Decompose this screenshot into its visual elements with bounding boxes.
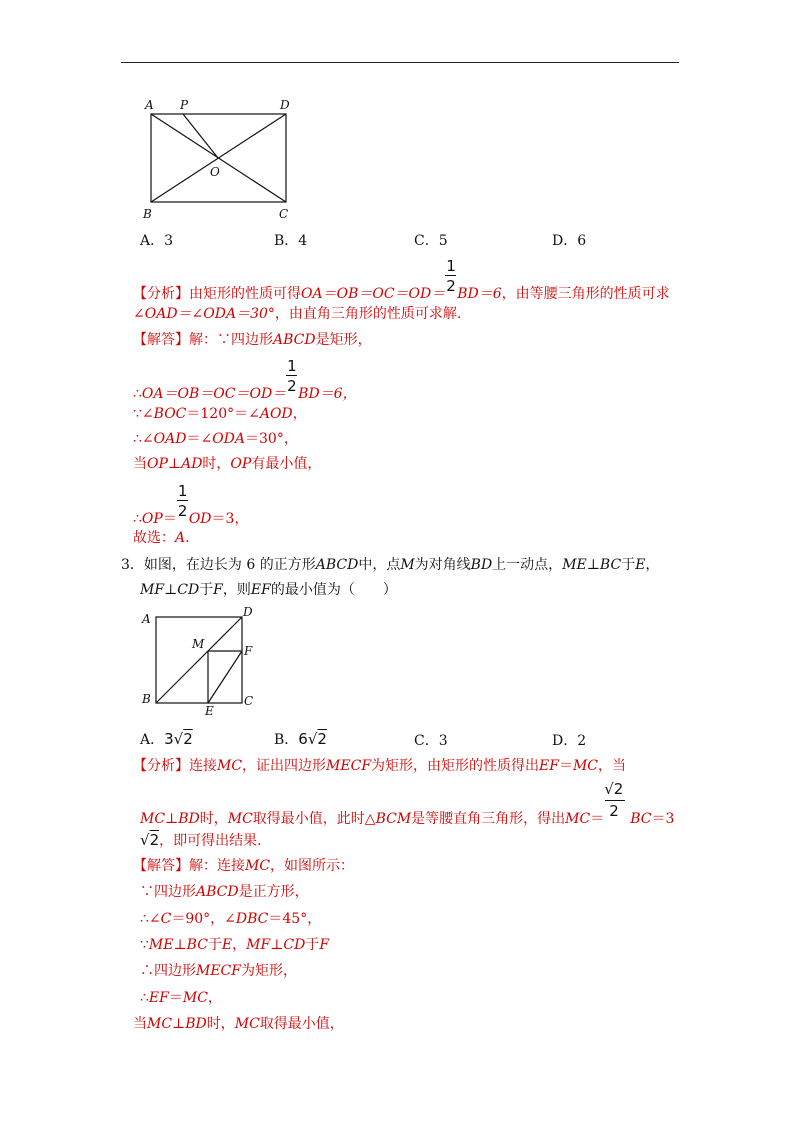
q3-analysis-line1: 【分析】连接MC，证出四边形MECF为矩形，由矩形的性质得出EF＝MC，当 — [133, 758, 627, 774]
q3-solution-intro: 【解答】解：连接MC，如图所示： — [133, 858, 355, 874]
label-M: M — [192, 637, 205, 651]
q3-option-b: B．6√2 — [274, 730, 327, 748]
q3-analysis-line2: MC⊥BD时，MC取得最小值，此时△BCM是等腰直角三角形，得出MC＝ $\frac{√2}{2}$ BC＝3 — [140, 780, 675, 827]
q2-solution-step1: ∴OA＝OB＝OC＝OD＝ $\frac{1}{2}$ BD＝6， — [133, 357, 357, 402]
q2-option-a: A．3 — [140, 233, 174, 249]
label-O: O — [210, 165, 220, 179]
label-C2: C — [244, 694, 254, 708]
q3-solution-step6: 当MC⊥BD时，MC取得最小值， — [133, 1016, 344, 1032]
q2-solution-step4: 当OP⊥AD时，OP有最小值， — [133, 456, 322, 472]
analysis-label: 【分析】 — [133, 286, 189, 302]
q2-analysis-line1: 【分析】由矩形的性质可得OA＝OB＝OC＝OD＝ $\frac{1}{2}$ BD＝6，由等腰三角形的性质可求 — [133, 257, 670, 302]
q2-option-b: B．4 — [274, 233, 308, 249]
q3-analysis-line3: √2，即可得出结果. — [140, 831, 262, 849]
label-D2: D — [243, 605, 253, 619]
label-A: A — [145, 98, 154, 112]
label-C: C — [279, 207, 289, 221]
label-P: P — [180, 98, 189, 112]
q3-stem-line1: 3．如图，在边长为 6 的正方形ABCD中，点M为对角线BD上一动点，ME⊥BC于E， — [121, 557, 660, 573]
q2-solution-choice: 故选：A. — [133, 530, 190, 546]
q3-option-a: A．3√2 — [140, 730, 193, 748]
solution-label: 【解答】 — [133, 332, 189, 348]
label-F: F — [244, 644, 253, 658]
label-E: E — [205, 704, 214, 716]
label-B: B — [143, 207, 152, 221]
label-D: D — [280, 98, 290, 112]
q2-solution-step2: ∵∠BOC＝120°＝∠AOD， — [133, 406, 307, 422]
q2-solution-intro: 【解答】解：∵四边形ABCD是矩形， — [133, 332, 372, 348]
label-A2: A — [142, 612, 151, 626]
q2-solution-step3: ∴∠OAD＝∠ODA＝30°， — [133, 431, 298, 447]
header-rule — [121, 62, 679, 63]
q2-solution-step5: ∴OP＝ $\frac{1}{2}$ OD＝3， — [133, 482, 249, 527]
q2-option-d: D．6 — [552, 233, 587, 249]
fraction-root2-over-2: $\frac{√2}{2}$ — [604, 780, 624, 820]
q3-solution-step2: ∴∠C＝90°，∠DBC＝45°， — [140, 911, 322, 927]
rectangle-figure — [140, 96, 310, 224]
q3-solution-step1: ∵四边形ABCD是正方形， — [140, 884, 309, 900]
q3-solution-step3: ∵ME⊥BC于E，MF⊥CD于F — [140, 937, 330, 953]
q3-option-c: C．3 — [414, 733, 448, 749]
q3-option-d: D．2 — [552, 733, 587, 749]
fraction-half: $\frac{1}{2}$ — [446, 257, 456, 295]
square-figure — [140, 604, 270, 716]
q3-solution-step4: ∴四边形MECF为矩形， — [140, 963, 297, 979]
q3-solution-step5: ∴EF＝MC， — [140, 990, 222, 1006]
q2-option-c: C．5 — [414, 233, 448, 249]
label-B2: B — [142, 692, 151, 706]
q2-analysis-line2: ∠OAD＝∠ODA＝30°，由直角三角形的性质可求解. — [133, 306, 462, 322]
q3-stem-line2: MF⊥CD于F，则EF的最小值为（ ） — [140, 582, 397, 598]
